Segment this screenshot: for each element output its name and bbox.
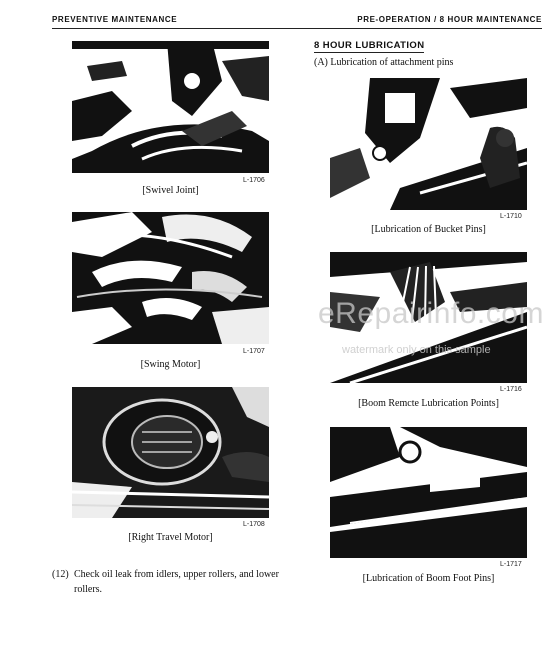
caption-boom-foot-pins: [Lubrication of Boom Foot Pins]	[362, 573, 495, 584]
caption-swing-motor: [Swing Motor]	[140, 359, 201, 370]
watermark-brand: eRepairinfo.com	[318, 297, 544, 330]
caption-swivel-joint: [Swivel Joint]	[142, 185, 199, 196]
photo-boom-foot-pins	[330, 427, 527, 558]
photo-bucket-pins	[330, 78, 527, 210]
page-header	[52, 12, 542, 29]
maintenance-item-12	[52, 567, 302, 597]
photo-right-travel-motor	[72, 387, 269, 518]
photo-swivel-joint	[72, 41, 269, 173]
figure-id-l1708: L-1708	[243, 521, 265, 528]
caption-right-travel-motor: [Right Travel Motor]	[128, 532, 213, 543]
caption-boom-remote-lubrication: [Boom Remcte Lubrication Points]	[358, 398, 499, 409]
figure-id-l1716: L-1716	[500, 386, 522, 393]
section-title: 8 HOUR LUBRICATION	[314, 40, 425, 51]
header-right: PRE-OPERATION / 8 HOUR MAINTENANCE	[357, 15, 542, 24]
header-left: PREVENTIVE MAINTENANCE	[52, 15, 178, 24]
figure-id-l1706: L-1706	[243, 177, 265, 184]
figure-id-l1717: L-1717	[500, 561, 522, 568]
subsection-title: (A) Lubrication of attachment pins	[314, 57, 454, 68]
figure-id-l1710: L-1710	[500, 213, 522, 220]
item-text: Check oil leak from idlers, upper rollers, and lower rollers.	[74, 569, 279, 595]
item-number: (12)	[52, 569, 69, 580]
figure-id-l1707: L-1707	[243, 348, 265, 355]
watermark-note: watermark only on this sample	[342, 344, 491, 356]
photo-swing-motor	[72, 212, 269, 344]
caption-bucket-pins: [Lubrication of Bucket Pins]	[371, 224, 486, 235]
